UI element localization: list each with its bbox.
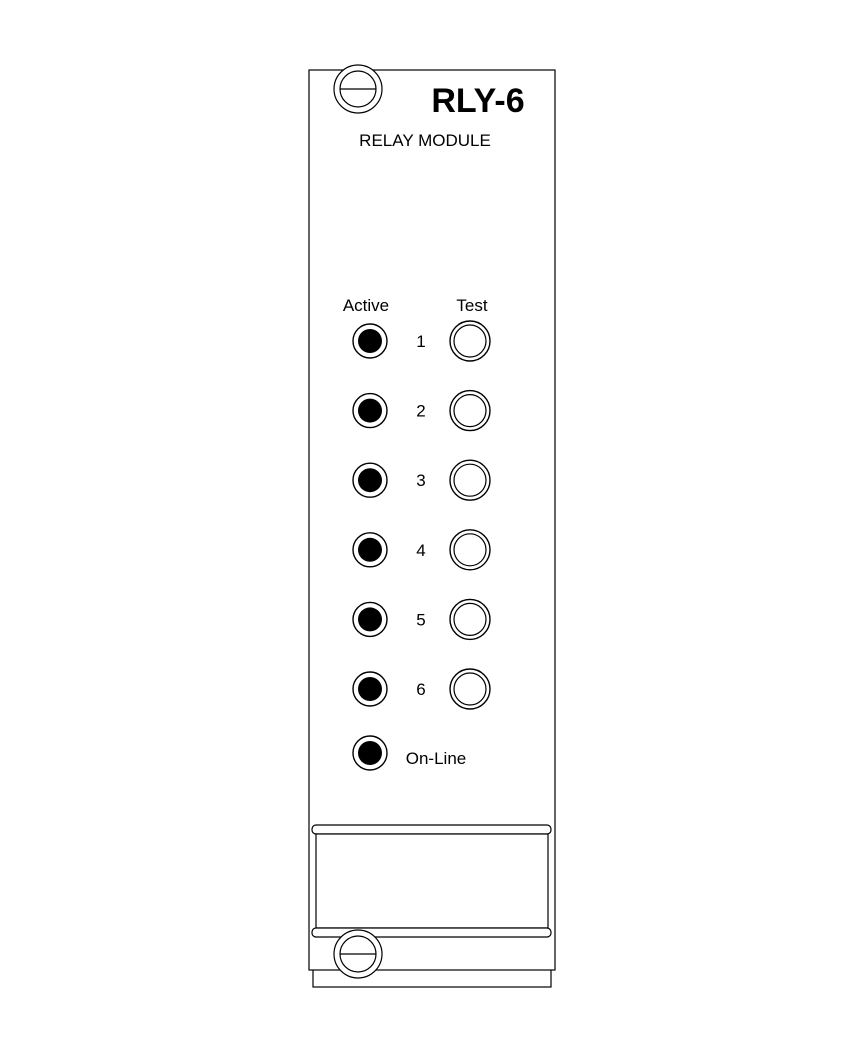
- module-subtitle: RELAY MODULE: [359, 131, 491, 150]
- channel-number-2: 2: [416, 401, 426, 421]
- channel-number-4: 4: [416, 540, 426, 560]
- active-led-2: [353, 394, 387, 428]
- test-button-2[interactable]: [450, 391, 490, 431]
- test-button-6[interactable]: [450, 669, 490, 709]
- handle-top-rail: [312, 825, 551, 834]
- active-led-3: [353, 463, 387, 497]
- online-label: On-Line: [405, 749, 467, 768]
- online-led: [353, 736, 387, 770]
- channel-number-5: 5: [416, 610, 426, 630]
- active-led-1: [353, 324, 387, 358]
- channel-number-3: 3: [416, 471, 426, 491]
- active-led-4: [353, 533, 387, 567]
- test-button-5[interactable]: [450, 599, 490, 639]
- handle-window: [316, 834, 548, 928]
- test-button-3[interactable]: [450, 460, 490, 500]
- test-button-1[interactable]: [450, 321, 490, 361]
- channel-number-1: 1: [416, 332, 426, 351]
- active-column-label: Active: [342, 296, 390, 315]
- bottom-screw-icon: [334, 930, 382, 978]
- active-led-5: [353, 602, 387, 636]
- active-led-6: [353, 672, 387, 706]
- channel-number-6: 6: [416, 680, 426, 699]
- bottom-handle[interactable]: [312, 825, 551, 937]
- test-column-label: Test: [456, 296, 488, 315]
- top-screw-icon: [334, 65, 382, 113]
- module-model-title: RLY-6: [431, 82, 525, 120]
- test-button-4[interactable]: [450, 530, 490, 570]
